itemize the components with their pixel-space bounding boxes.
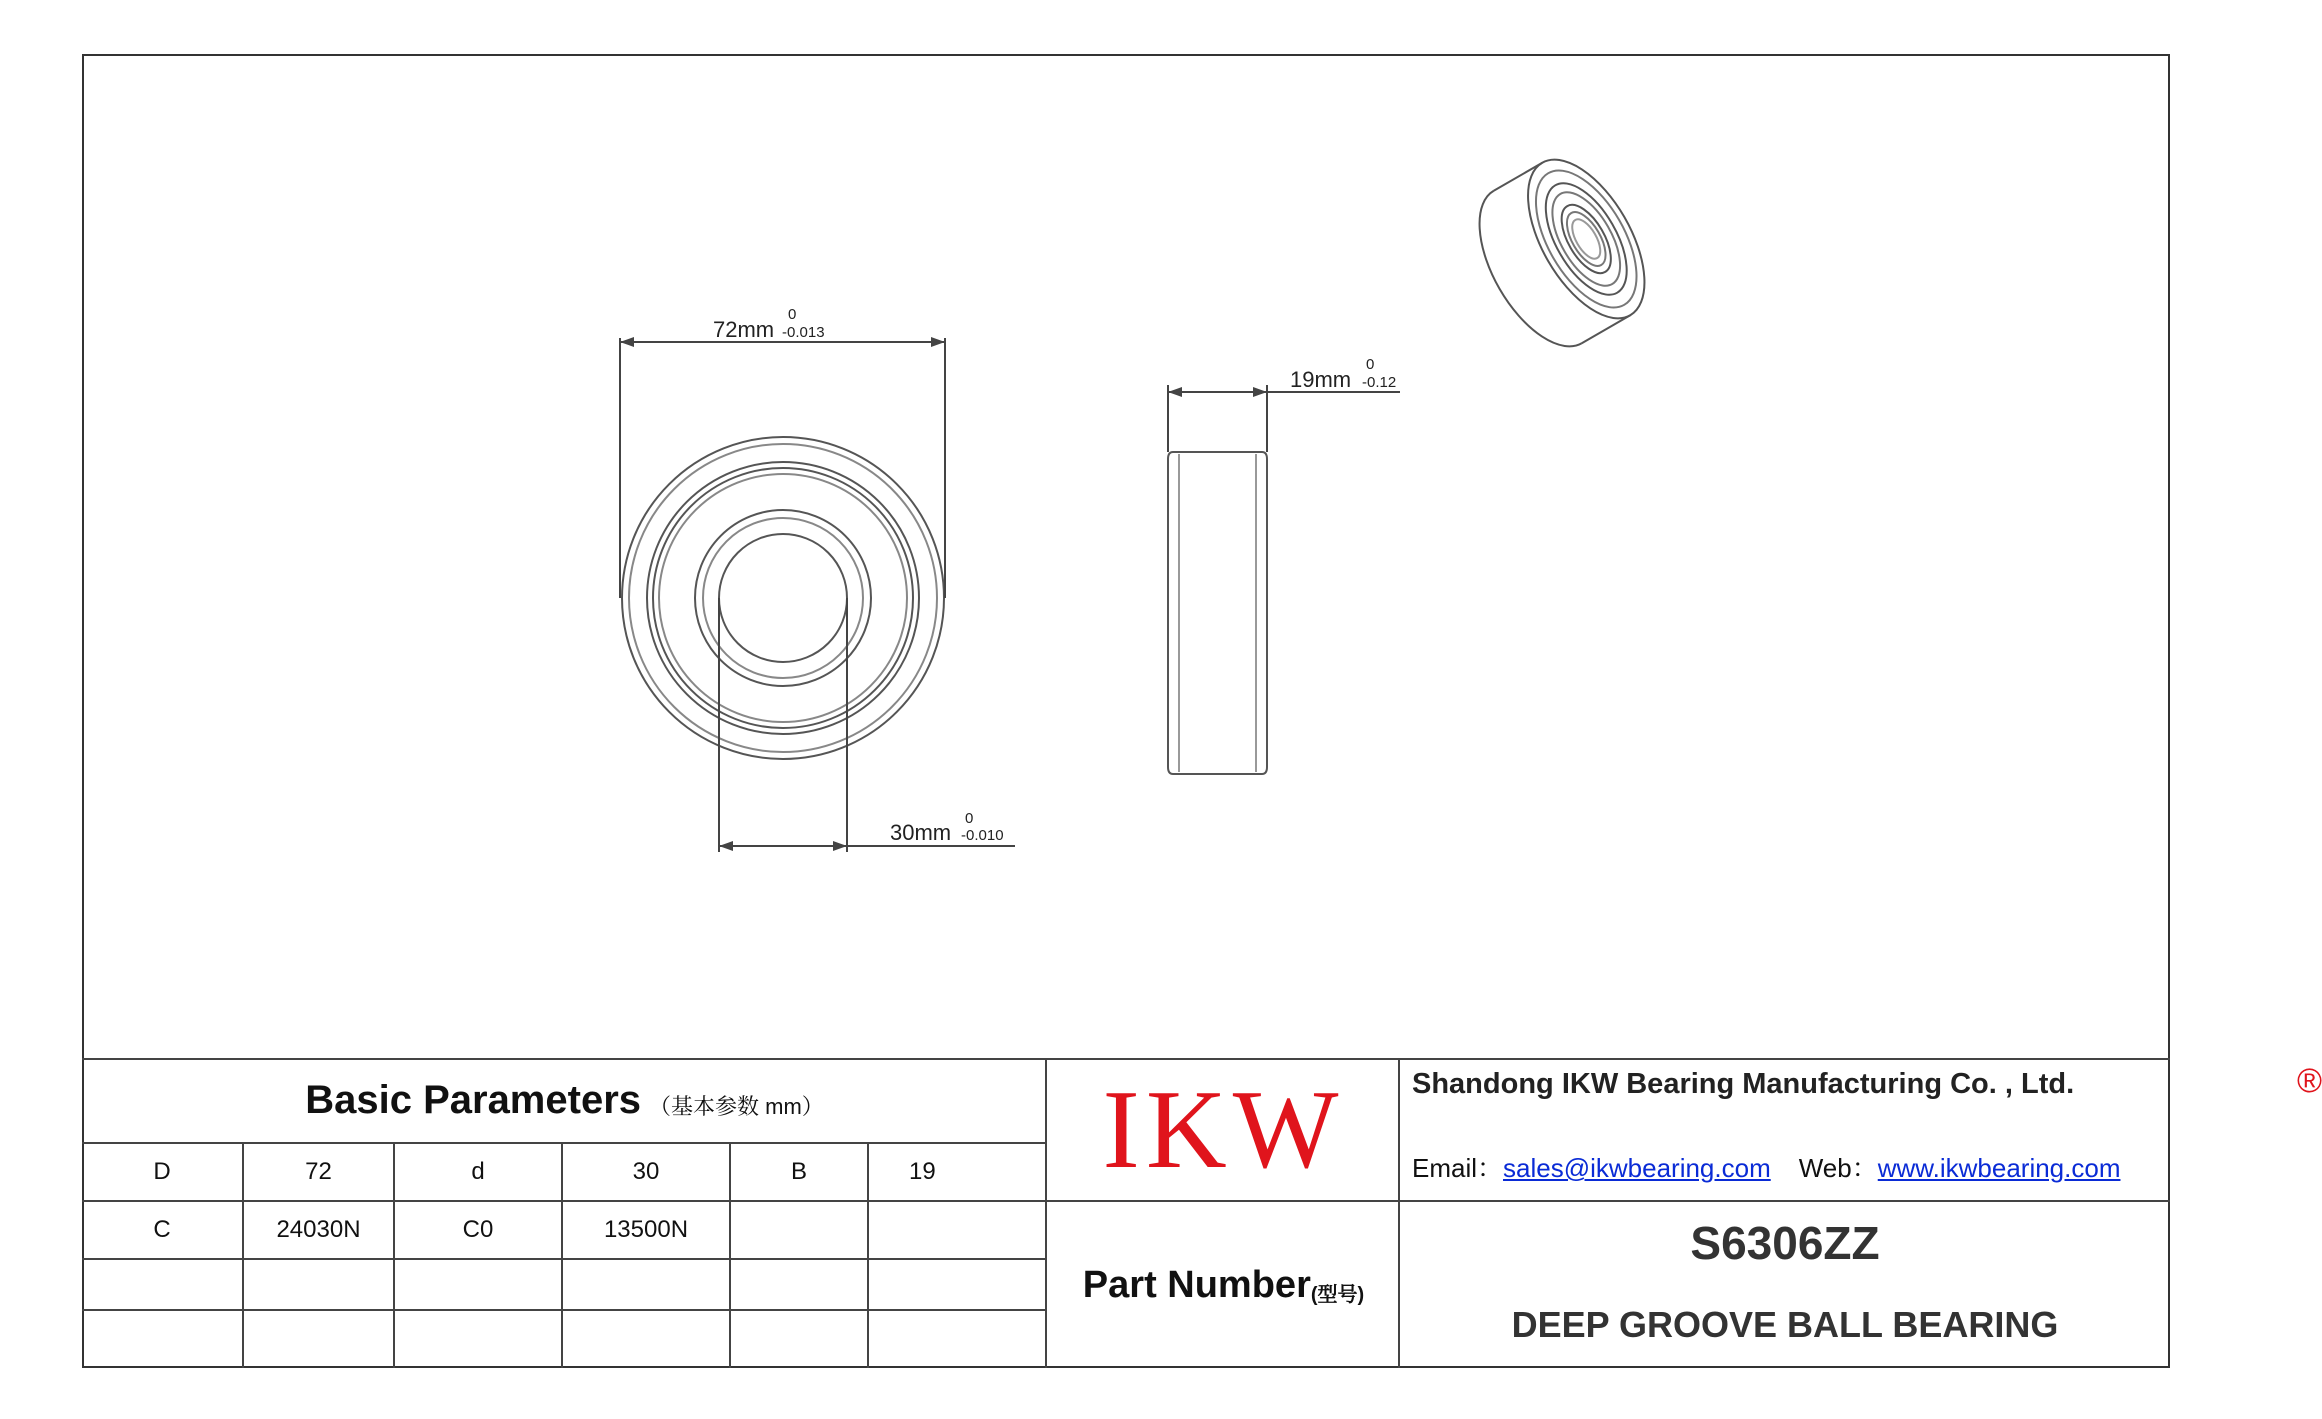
part-number-value: S6306ZZ [1690, 1217, 1880, 1269]
bore-diameter-upper-tol: 0 [965, 810, 974, 827]
title-block [82, 1058, 2322, 1368]
contact-info [1412, 1148, 2120, 1185]
width-lower-tol: -0.12 [1362, 374, 1397, 391]
part-number-label [1047, 1202, 1400, 1368]
param-cell: 30 [632, 1158, 660, 1185]
param-cell: 19 [909, 1158, 936, 1185]
param-cell: B [790, 1158, 807, 1185]
outer-diameter-upper-tol: 0 [788, 306, 797, 323]
email-label: Email： [1412, 1153, 1504, 1183]
param-cell: D [153, 1158, 171, 1185]
outer-diameter-label: 72mm [713, 317, 775, 342]
basic-parameters-unit: （基本参数 mm） [649, 1093, 824, 1119]
bore-diameter-lower-tol: -0.010 [961, 827, 1004, 844]
param-cell: 72 [305, 1158, 332, 1185]
bearing-front-view [622, 437, 944, 759]
part-number-label-cn: (型号) [1310, 1283, 1365, 1306]
bore-diameter-label: 30mm [890, 820, 952, 845]
basic-parameters-heading [82, 1058, 1047, 1142]
param-cell: 24030N [276, 1216, 361, 1243]
param-cell [731, 1202, 867, 1258]
ikw-logo: IKW ® [1047, 1058, 1400, 1202]
param-cell: C [153, 1216, 171, 1243]
part-number-label-text: Part Number [1082, 1263, 1311, 1306]
param-cell: C0 [462, 1216, 494, 1243]
web-label: Web： [1798, 1153, 1878, 1183]
param-cell: d [471, 1158, 485, 1185]
email-link[interactable]: sales@ikwbearing.com [1503, 1153, 1771, 1183]
web-link[interactable]: www.ikwbearing.com [1877, 1153, 2121, 1183]
part-description: DEEP GROOVE BALL BEARING [1511, 1304, 2059, 1345]
param-cell [869, 1202, 1045, 1258]
width-upper-tol: 0 [1366, 356, 1375, 373]
width-label: 19mm [1290, 367, 1352, 392]
param-cell: 13500N [603, 1216, 689, 1243]
bearing-side-view [1168, 452, 1267, 774]
company-name: Shandong IKW Bearing Manufacturing Co. , Ltd. [1412, 1068, 2075, 1100]
outer-diameter-lower-tol: -0.013 [782, 324, 825, 341]
basic-parameters-title: Basic Parameters [305, 1077, 641, 1122]
ikw-logo-text: IKW [1102, 1067, 1345, 1192]
bearing-isometric-view [1456, 141, 1669, 365]
width-dimension [1168, 385, 1400, 452]
